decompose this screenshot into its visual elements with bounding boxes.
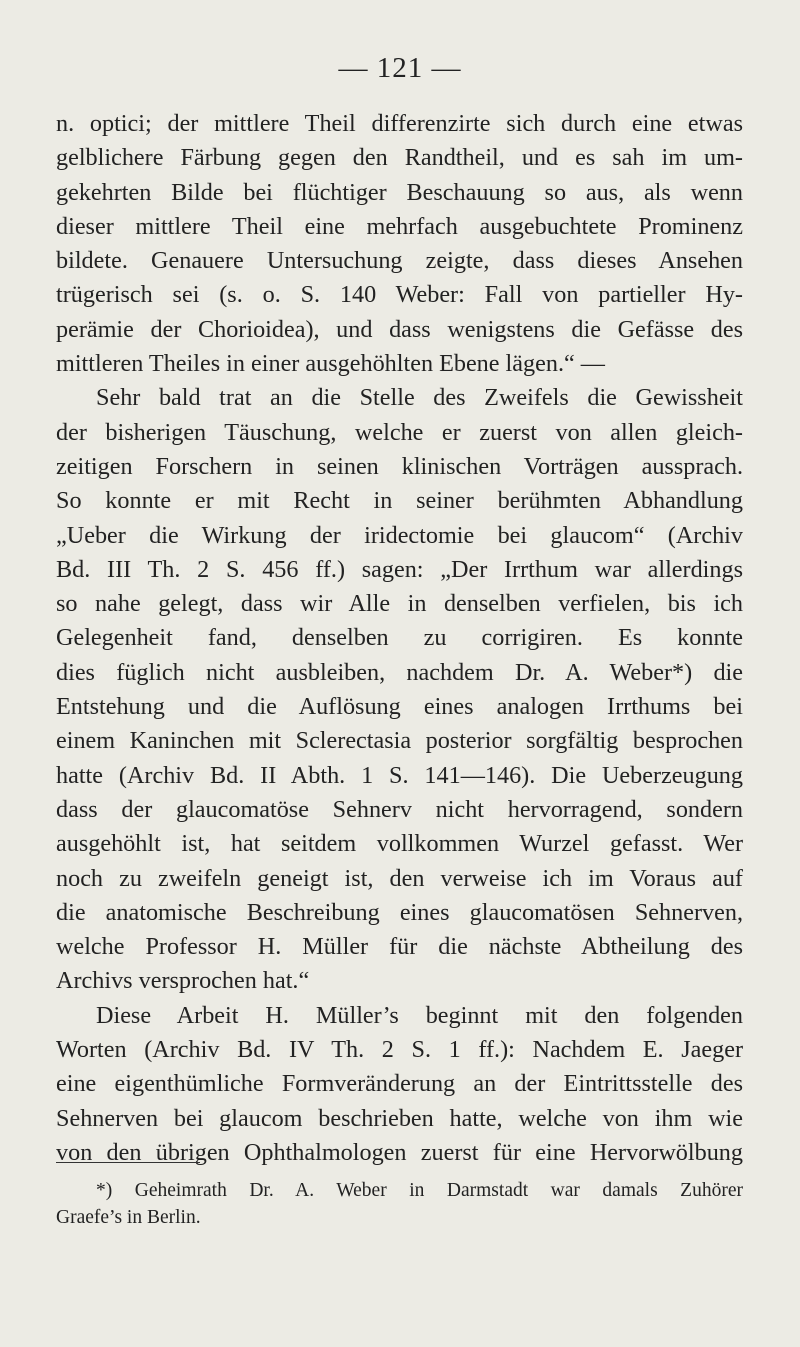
text-line: eine eigenthümliche Formveränderung an der Eintrittsstelle des bbox=[56, 1070, 743, 1098]
text-line: trügerisch sei (s. o. S. 140 Weber: Fall von partieller Hy- bbox=[56, 281, 743, 309]
text-line: Sehr bald trat an die Stelle des Zweifels die Gewissheit bbox=[96, 384, 743, 412]
text-line: ausgehöhlt ist, hat seitdem vollkommen Wurzel gefasst. Wer bbox=[56, 830, 743, 858]
text-line: zeitigen Forschern in seinen klinischen Vorträgen aussprach. bbox=[56, 452, 743, 480]
page-number: — 121 — bbox=[338, 52, 462, 84]
footnote bbox=[56, 1177, 743, 1231]
text-line: bildete. Genauere Untersuchung zeigte, dass dieses Ansehen bbox=[56, 247, 743, 275]
text-line: Gelegenheit fand, denselben zu corrigiren. Es konnte bbox=[56, 624, 743, 652]
footnote-divider bbox=[56, 1162, 200, 1163]
text-line: dieser mittlere Theil eine mehrfach ausgebuchtete Prominenz bbox=[56, 212, 743, 240]
text-line: gekehrten Bilde bei flüchtiger Beschauung so aus, als wenn bbox=[56, 178, 743, 206]
text-line: Worten (Archiv Bd. IV Th. 2 S. 1 ff.): Nachdem E. Jaeger bbox=[56, 1036, 743, 1064]
text-line: von den übrigen Ophthalmologen zuerst für eine Hervorwölbung bbox=[56, 1138, 743, 1166]
text-line: Bd. III Th. 2 S. 456 ff.) sagen: „Der Irrthum war allerdings bbox=[56, 555, 743, 583]
text-line: hatte (Archiv Bd. II Abth. 1 S. 141—146). Die Ueberzeugung bbox=[56, 761, 743, 789]
text-line: welche Professor H. Müller für die nächste Abtheilung des bbox=[56, 933, 743, 961]
text-line: gelblichere Färbung gegen den Randtheil, und es sah im um- bbox=[56, 144, 743, 172]
text-line: Diese Arbeit H. Müller’s beginnt mit den folgenden bbox=[96, 1001, 743, 1029]
text-line: perämie der Chorioidea), und dass wenigstens die Gefässe des bbox=[56, 315, 743, 343]
text-line: einem Kaninchen mit Sclerectasia posterior sorgfältig besprochen bbox=[56, 727, 743, 755]
text-line: Sehnerven bei glaucom beschrieben hatte, welche von ihm wie bbox=[56, 1104, 743, 1132]
text-line: so nahe gelegt, dass wir Alle in denselben verfielen, bis ich bbox=[56, 590, 743, 618]
text-line: dass der glaucomatöse Sehnerv nicht hervorragend, sondern bbox=[56, 795, 743, 823]
text-line: dies füglich nicht ausbleiben, nachdem Dr. A. Weber*) die bbox=[56, 658, 743, 686]
text-line: So konnte er mit Recht in seiner berühmten Abhandlung bbox=[56, 487, 743, 515]
text-line: n. optici; der mittlere Theil differenzirte sich durch eine etwas bbox=[56, 110, 743, 137]
text-line: noch zu zweifeln geneigt ist, den verweise ich im Voraus auf bbox=[56, 864, 743, 892]
text-line: Entstehung und die Auflösung eines analogen Irrthums bei bbox=[56, 693, 743, 721]
text-line: der bisherigen Täuschung, welche er zuerst von allen gleich- bbox=[56, 418, 743, 446]
text-line: die anatomische Beschreibung eines glaucomatösen Sehnerven, bbox=[56, 898, 743, 926]
text-line: Archivs versprochen hat.“ bbox=[56, 967, 310, 995]
text-line: „Ueber die Wirkung der iridectomie bei glaucom“ (Archiv bbox=[56, 521, 743, 549]
text-line: mittleren Theiles in einer ausgehöhlten Ebene lägen.“ — bbox=[56, 350, 605, 378]
body-text bbox=[56, 107, 743, 1170]
footnote-line: Graefe’s in Berlin. bbox=[56, 1207, 201, 1228]
footnote-line: *) Geheimrath Dr. A. Weber in Darmstadt war damals Zuhörer bbox=[96, 1180, 743, 1201]
